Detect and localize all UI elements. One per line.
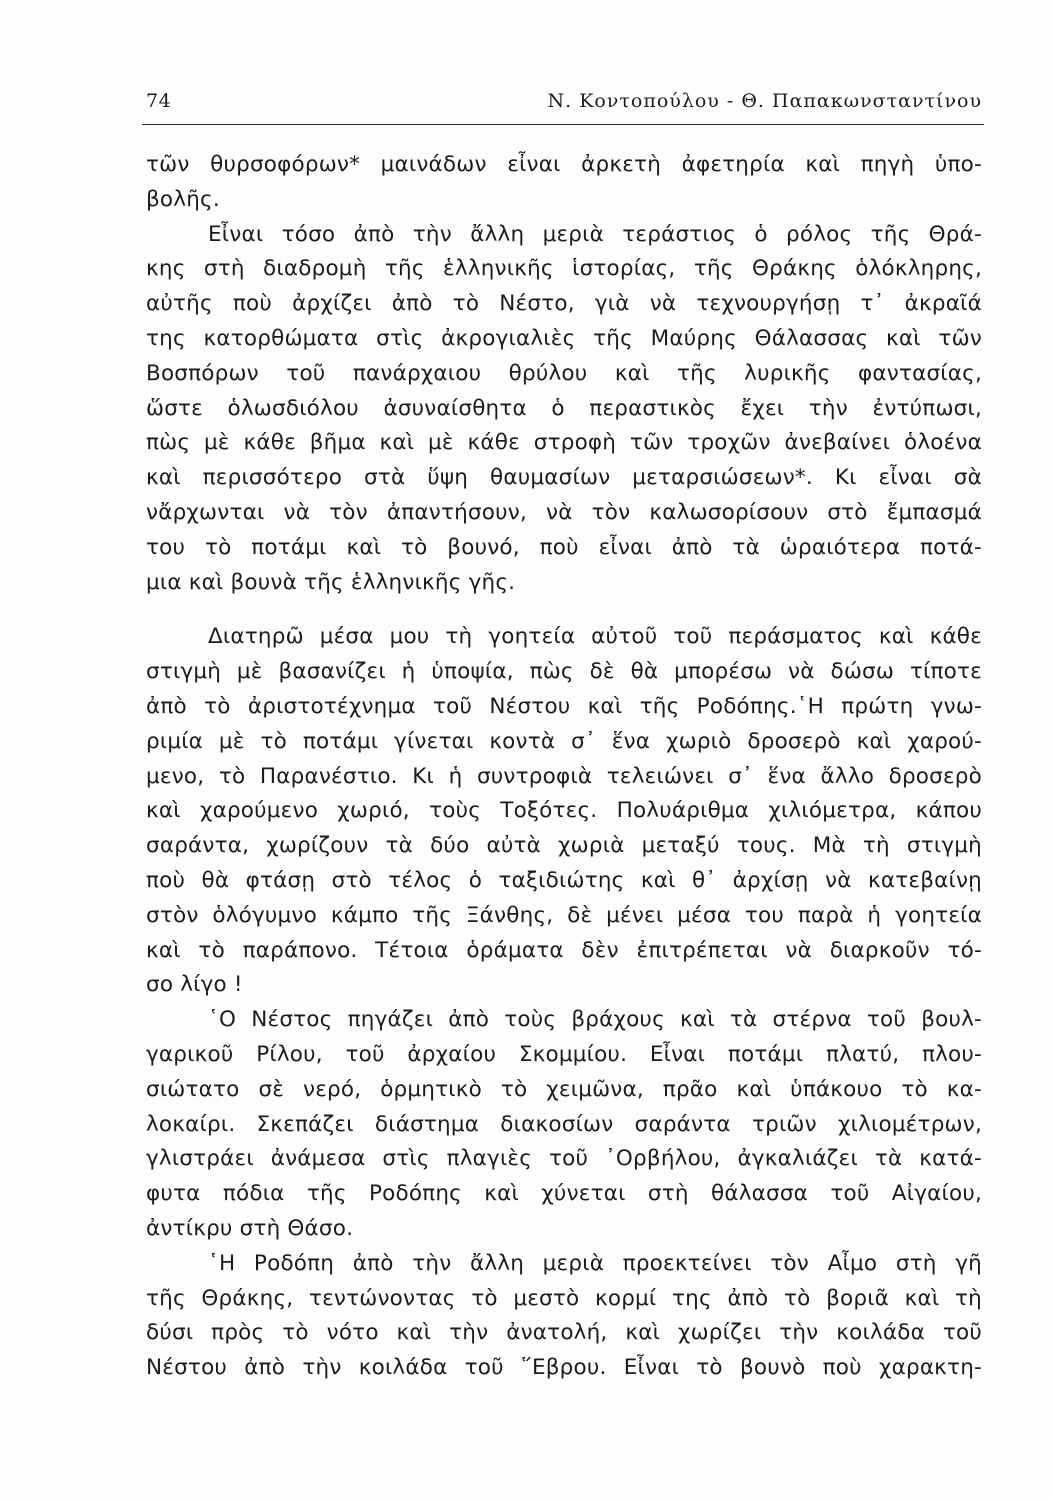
text-line: της κατορθώματα στὶς ἀκρογιαλιὲς τῆς Μαύρης Θάλασσας καὶ τῶν [146, 325, 982, 351]
text-line: στιγμὴ μὲ βασανίζει ἡ ὑποψία, πὼς δὲ θὰ μπορέσω νὰ δώσω τίποτε [146, 659, 982, 685]
text-line: ὥστε ὁλωσδιόλου ἀσυναίσθητα ὁ περαστικὸς ἔχει τὴν ἐντύπωσι, [146, 395, 982, 421]
text-line: κης στὴ διαδρομὴ τῆς ἑλληνικῆς ἱστορίας, τῆς Θράκης ὁλόκληρης, [146, 256, 982, 282]
text-line: βολῆς. [146, 186, 220, 212]
text-line: Βοσπόρων τοῦ πανάρχαιου θρύλου καὶ τῆς λυρικῆς φαντασίας, [146, 360, 982, 386]
text-line: φυτα πόδια τῆς Ροδόπης καὶ χύνεται στὴ θάλασσα τοῦ Αἰγαίου, [146, 1181, 982, 1207]
paragraph [146, 1003, 982, 1247]
text-line: σαράντα, χωρίζουν τὰ δύο αὐτὰ χωριὰ μεταξύ τους. Μὰ τὴ στιγμὴ [146, 833, 982, 859]
paragraph [146, 1247, 982, 1386]
text-line: νἄρχωνται νὰ τὸν ἀπαντήσουν, νὰ τὸν καλωσορίσουν στὸ ἔμπασμά [146, 499, 982, 525]
text-line: Νέστου ἀπὸ τὴν κοιλάδα τοῦ ῞Εβρου. Εἶναι τὸ βουνὸ ποὺ χαρακτη- [146, 1355, 982, 1381]
text-line: μια καὶ βουνὰ τῆς ἑλληνικῆς γῆς. [146, 569, 516, 595]
text-line: καὶ περισσότερο στὰ ὕψη θαυμασίων μεταρσιώσεων*. Κι εἶναι σὰ [146, 465, 982, 491]
text-line: καὶ χαρούμενο χωριό, τοὺς Τοξότες. Πολυάριθμα χιλιόμετρα, κάπου [146, 798, 982, 824]
text-line: πὼς μὲ κάθε βῆμα καὶ μὲ κάθε στροφὴ τῶν τροχῶν ἀνεβαίνει ὁλοένα [146, 430, 982, 456]
paragraph [146, 148, 982, 218]
text-line: ριμία μὲ τὸ ποτάμι γίνεται κοντὰ σ᾽ ἕνα χωριὸ δροσερὸ καὶ χαρού- [146, 728, 982, 754]
page-header [146, 88, 982, 124]
text-line: τῶν θυρσοφόρων* μαινάδων εἶναι ἀρκετὴ ἀφετηρία καὶ πηγὴ ὑπο- [146, 152, 982, 177]
text-line: καὶ τὸ παράπονο. Τέτοια ὁράματα δὲν ἐπιτρέπεται νὰ διαρκοῦν τό- [146, 937, 982, 963]
text-line: μενο, τὸ Παρανέστιο. Κι ἡ συντροφιὰ τελειώνει σ᾽ ἕνα ἄλλο δροσερὸ [146, 763, 982, 789]
running-head-authors: Ν. Κοντοπούλου - Θ. Παπακωνσταντίνου [547, 90, 982, 112]
text-line: ῾Η Ροδόπη ἀπὸ τὴν ἄλλη μεριὰ προεκτείνει τὸν Αἶμο στὴ γῆ [208, 1250, 982, 1276]
header-rule [142, 124, 984, 125]
paragraph-gap [146, 600, 982, 620]
text-line: σο λίγο ! [146, 972, 243, 998]
page-number: 74 [146, 90, 172, 112]
text-line: λοκαίρι. Σκεπάζει διάστημα διακοσίων σαράντα τριῶν χιλιομέτρων, [146, 1111, 982, 1137]
text-line: Εἶναι τόσο ἀπὸ τὴν ἄλλη μεριὰ τεράστιος ὁ ρόλος τῆς Θρά- [208, 221, 982, 247]
text-line: ἀντίκρυ στὴ Θάσο. [146, 1215, 354, 1241]
text-line: ἀπὸ τὸ ἀριστοτέχνημα τοῦ Νέστου καὶ τῆς Ροδόπης.῾Η πρώτη γνω- [146, 693, 982, 719]
text-line: στὸν ὁλόγυμνο κάμπο τῆς Ξάνθης, δὲ μένει μέσα του παρὰ ἡ γοητεία [146, 902, 982, 928]
text-line: αὐτῆς ποὺ ἀρχίζει ἀπὸ τὸ Νέστο, γιὰ νὰ τεχνουργήσῃ τ᾽ ἀκραῖά [146, 291, 982, 317]
body-text [146, 148, 982, 1386]
text-line: ῾Ο Νέστος πηγάζει ἀπὸ τοὺς βράχους καὶ τὰ στέρνα τοῦ βουλ- [208, 1007, 982, 1033]
text-line: τῆς Θράκης, τεντώνοντας τὸ μεστὸ κορμί της ἀπὸ τὸ βοριᾶ καὶ τὴ [146, 1285, 982, 1311]
text-line: ποὺ θὰ φτάσῃ στὸ τέλος ὁ ταξιδιώτης καὶ θ᾽ ἀρχίσῃ νὰ κατεβαίνῃ [146, 867, 982, 893]
paragraph [146, 620, 982, 1003]
text-line: γλιστράει ἀνάμεσα στὶς πλαγιὲς τοῦ ᾿Ορβήλου, ἀγκαλιάζει τὰ κατά- [146, 1146, 982, 1172]
paragraph [146, 218, 982, 601]
text-line: Διατηρῶ μέσα μου τὴ γοητεία αὐτοῦ τοῦ περάσματος καὶ κάθε [208, 624, 982, 650]
text-line: γαρικοῦ Ρίλου, τοῦ ἀρχαίου Σκομμίου. Εἶναι ποτάμι πλατύ, πλου- [146, 1041, 982, 1067]
text-line: του τὸ ποτάμι καὶ τὸ βουνό, ποὺ εἶναι ἀπὸ τὰ ὡραιότερα ποτά- [146, 534, 982, 560]
text-line: δύσι πρὸς τὸ νότο καὶ τὴν ἀνατολή, καὶ χωρίζει τὴν κοιλάδα τοῦ [146, 1320, 982, 1346]
text-line: σιώτατο σὲ νερό, ὁρμητικὸ τὸ χειμῶνα, πρᾶο καὶ ὑπάκουο τὸ κα- [146, 1076, 982, 1102]
